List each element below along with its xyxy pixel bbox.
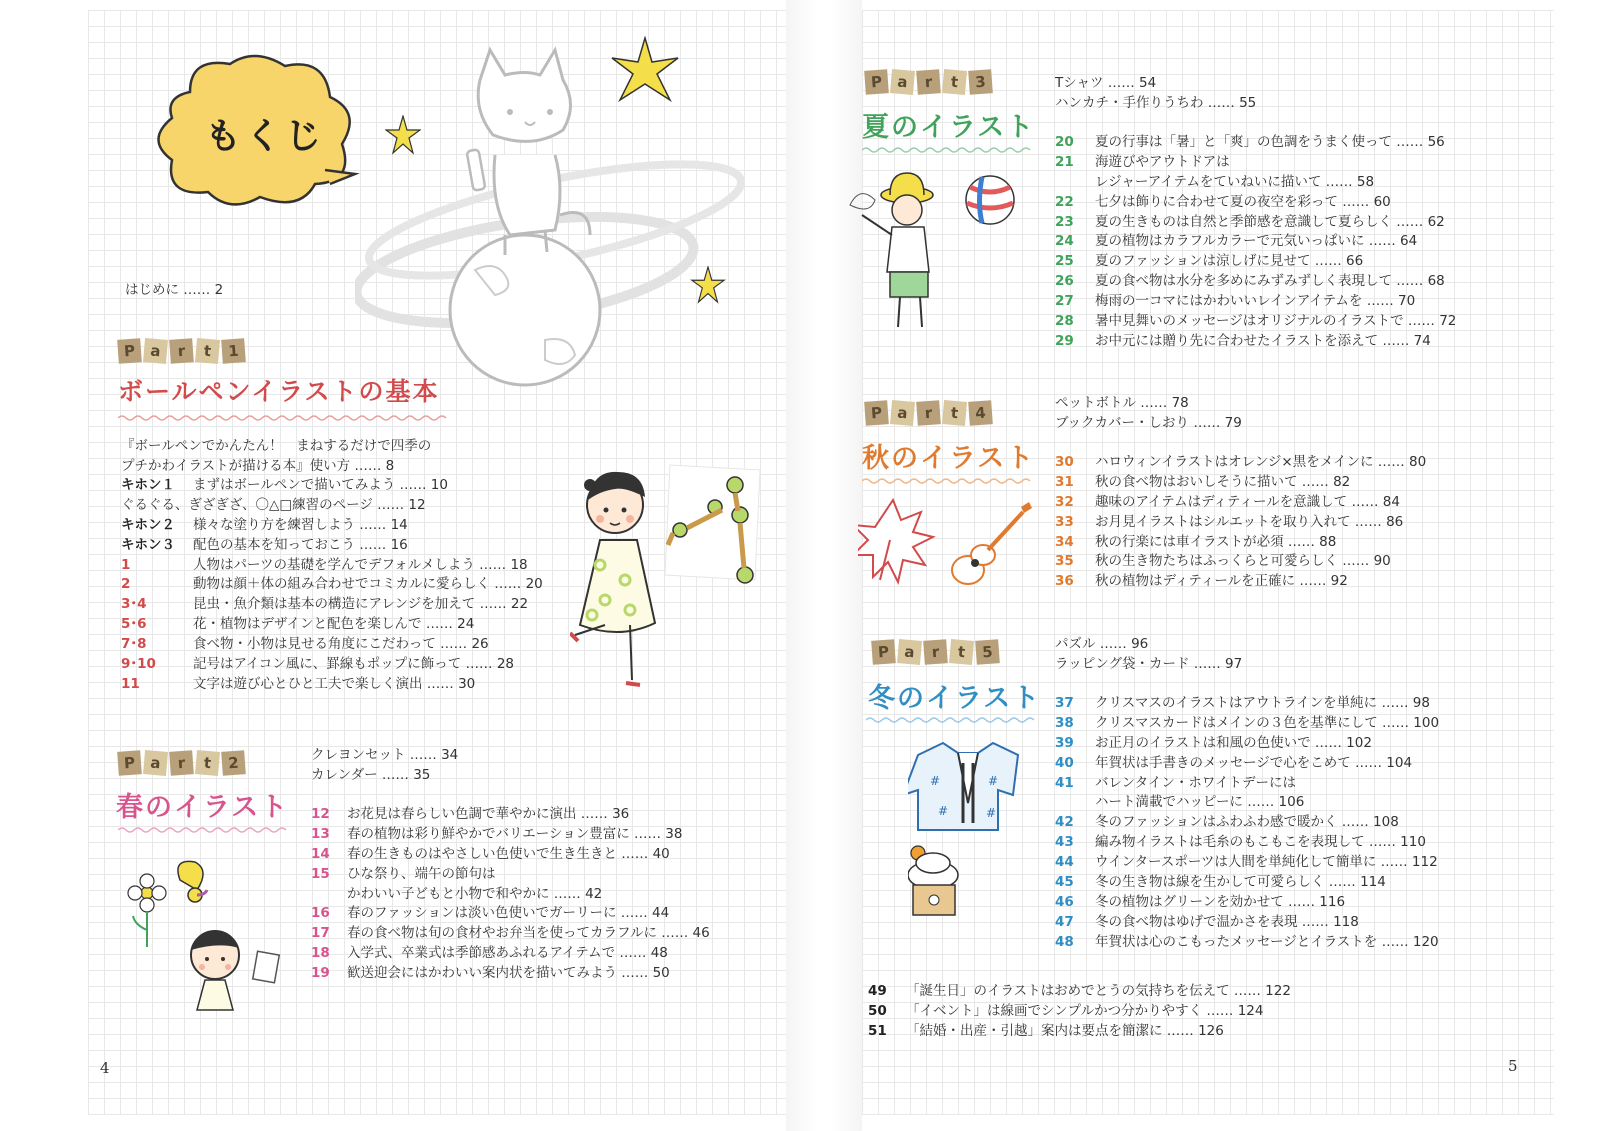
extra-toc [868, 982, 1291, 1042]
item-text: 趣味のアイテムはディティールを意識して …… 84 [1095, 493, 1400, 510]
toc-row [1055, 533, 1426, 553]
badge-letter: P [117, 338, 142, 364]
star-icon [690, 266, 726, 304]
item-text: 春の植物は彩り鮮やかでバリエーション豊富に …… 38 [347, 825, 683, 842]
item-number: 49 [868, 983, 887, 999]
item-text: ハロウィンイラストはオレンジ×黒をメインに …… 80 [1095, 454, 1427, 470]
item-text: 暑中見舞いのメッセージはオリジナルのイラストで …… 72 [1095, 313, 1457, 330]
badge-letter: 3 [968, 69, 993, 95]
item-number: 42 [1055, 814, 1074, 831]
item-number: 30 [1055, 454, 1074, 470]
item-text: 春のファッションは淡い色使いでガーリーに …… 44 [347, 905, 670, 922]
badge-letter: P [864, 69, 889, 95]
item-text: 夏の行事は「暑」と「爽」の色調をうまく使って …… 56 [1095, 134, 1445, 150]
item-text: 動物は顔＋体の組み合わせでコミカルに愛らしく …… 20 [193, 576, 543, 593]
part4-title: 秋のイラスト [862, 443, 1036, 474]
part3-wave-divider [862, 146, 1032, 154]
item-number: 44 [1055, 854, 1074, 871]
star-icon [610, 36, 680, 106]
item-text: 七夕は飾りに合わせて夏の夜空を彩って …… 60 [1095, 193, 1391, 210]
child-illustration [175, 925, 290, 1020]
item-text: 海遊びやアウトドアは [1095, 153, 1230, 170]
item-text: ひな祭り、端午の節句は [347, 865, 496, 882]
item-text: お月見イラストはシルエットを取り入れて …… 86 [1095, 513, 1404, 530]
item-number: 13 [311, 825, 330, 842]
toc-row [1055, 873, 1439, 893]
part4-toc [1055, 453, 1426, 592]
toc-row [1055, 292, 1456, 312]
item-text: まずはボールペンで描いてみよう …… 10 [193, 477, 448, 493]
item-number: 25 [1055, 253, 1074, 270]
toc-row [121, 536, 543, 556]
item-text: 春の生きものはやさしい色使いで生き生きと …… 40 [347, 845, 670, 862]
item-text: クリスマスのイラストはアウトラインを単純に …… 98 [1095, 695, 1430, 711]
item-number: 18 [311, 945, 330, 962]
item-number: 50 [868, 1002, 887, 1019]
toc-row [868, 1022, 1291, 1042]
item-number: 23 [1055, 213, 1074, 230]
toc-row [121, 575, 543, 595]
star-icon [385, 115, 421, 155]
item-number: キホン１ [121, 477, 175, 493]
toc-row [1055, 833, 1439, 853]
toc-row [121, 595, 543, 615]
extra-item: クレヨンセット …… 34 [311, 747, 459, 763]
item-text: 食べ物・小物は見せる角度にこだわって …… 26 [193, 636, 489, 653]
badge-letter: t [942, 69, 967, 95]
toc-row [1055, 774, 1439, 794]
part2-title: 春のイラスト [116, 792, 290, 823]
badge-letter: t [949, 639, 974, 665]
toc-row [121, 675, 543, 695]
page-number-left: 4 [100, 1059, 110, 1077]
item-text: 様々な塗り方を練習しよう …… 14 [193, 516, 408, 533]
badge-letter: t [195, 338, 220, 364]
toc-row [121, 476, 543, 496]
item-number: 15 [311, 865, 330, 882]
item-text: 冬のファッションはふわふわ感で暖かく …… 108 [1095, 814, 1399, 831]
toc-row [1055, 913, 1439, 933]
toc-row [1055, 173, 1456, 193]
item-text: 記号はアイコン風に、罫線もポップに飾って …… 28 [193, 656, 515, 673]
badge-letter: t [195, 750, 220, 776]
extra-item: ラッピング袋・カード …… 97 [1055, 655, 1243, 672]
part1-toc [121, 476, 543, 695]
part1-badge [118, 339, 245, 363]
part2-toc [311, 805, 710, 984]
item-number: 51 [868, 1022, 887, 1039]
badge-letter: P [117, 750, 142, 776]
item-text: 編み物イラストは毛糸のもこもこを表現して …… 110 [1095, 834, 1426, 851]
toc-row [1055, 153, 1456, 173]
part5-extras [1055, 635, 1242, 674]
toc-row [1055, 734, 1439, 754]
item-number: 46 [1055, 893, 1074, 910]
badge-letter: a [143, 750, 168, 776]
toc-row [1055, 552, 1426, 572]
item-number: 27 [1055, 293, 1074, 310]
toc-row [1055, 793, 1439, 813]
item-number: 11 [121, 675, 140, 692]
item-text: 秋の行楽には車イラストが必須 …… 88 [1095, 533, 1337, 550]
badge-letter: 2 [221, 750, 246, 776]
preface-line: 『ボールペンでかんたん！ まねするだけで四季の [121, 438, 432, 454]
item-text: 夏の生きものは自然と季節感を意識して夏らしく …… 62 [1095, 213, 1445, 230]
svg-text:#: # [938, 804, 949, 818]
toc-row [1055, 332, 1456, 352]
part3-extras [1055, 74, 1256, 113]
toc-row [311, 964, 710, 984]
item-number: 41 [1055, 774, 1074, 791]
item-number: 1 [121, 556, 131, 573]
item-number: 43 [1055, 834, 1074, 851]
toc-row [121, 635, 543, 655]
part5-title: 冬のイラスト [868, 683, 1042, 714]
item-text: バレンタイン・ホワイトデーには [1095, 774, 1296, 791]
toc-row [1055, 513, 1426, 533]
item-number: 32 [1055, 493, 1074, 510]
item-number: 21 [1055, 153, 1074, 170]
item-number: 14 [311, 845, 330, 862]
extra-item: ハンカチ・手作りうちわ …… 55 [1055, 94, 1257, 111]
part2-extras [311, 746, 458, 785]
item-number: キホン３ [121, 536, 175, 553]
item-number: キホン２ [121, 516, 175, 533]
item-number: 33 [1055, 513, 1074, 530]
part1-preface [121, 437, 431, 476]
item-text: クリスマスカードはメインの３色を基準にして …… 100 [1095, 714, 1440, 731]
page-number-right: 5 [1508, 1057, 1518, 1075]
item-number: 26 [1055, 273, 1074, 290]
item-text: 夏のファッションは涼しげに見せて …… 66 [1095, 253, 1364, 270]
item-text: 昆虫・魚介類は基本の構造にアレンジを加えて …… 22 [193, 596, 529, 613]
badge-letter: r [169, 338, 194, 364]
badge-letter: r [169, 750, 194, 776]
badge-letter: 5 [975, 639, 1000, 665]
extra-item: Tシャツ …… 54 [1055, 75, 1157, 91]
toc-row [1055, 133, 1456, 153]
item-text: 冬の生き物は線を生かして可愛らしく …… 114 [1095, 874, 1386, 891]
extra-item: パズル …… 96 [1055, 636, 1149, 652]
svg-text:#: # [930, 774, 941, 788]
item-number: 5･6 [121, 616, 147, 633]
item-number: 20 [1055, 134, 1074, 150]
item-text: 冬の植物はグリーンを効かせて …… 116 [1095, 893, 1346, 910]
item-text: 「誕生日」のイラストはおめでとうの気持ちを伝えて …… 122 [906, 983, 1291, 999]
toc-row [1055, 252, 1456, 272]
toc-row [311, 924, 710, 944]
item-text: ぐるぐる、ぎざぎざ、〇△□練習のページ …… 12 [121, 496, 426, 513]
toc-row [1055, 493, 1426, 513]
item-number [1055, 953, 1095, 973]
item-text: 文字は遊び心とひと工夫で楽しく演出 …… 30 [193, 675, 476, 692]
toc-row [1055, 572, 1426, 592]
item-text: 春の食べ物は旬の食材やお弁当を使ってカラフルに …… 46 [347, 925, 710, 942]
badge-letter: r [923, 639, 948, 665]
item-number: 2 [121, 576, 131, 593]
part4-wave-divider [862, 477, 1032, 485]
item-text: 「イベント」は線画でシンプルかつ分かりやすく …… 124 [906, 1002, 1264, 1019]
item-number: 22 [1055, 193, 1074, 210]
part2-wave-divider [118, 826, 288, 834]
part5-wave-divider [866, 716, 1036, 724]
toc-row [1055, 813, 1439, 833]
intro-text: はじめに …… 2 [125, 282, 224, 298]
badge-letter: r [916, 69, 941, 95]
toc-title: もくじ [205, 116, 326, 157]
toc-row [1055, 312, 1456, 332]
item-number: 31 [1055, 473, 1074, 490]
item-text: 梅雨の一コマにはかわいいレインアイテムを …… 70 [1095, 293, 1416, 310]
item-text: 配色の基本を知っておこう …… 16 [193, 536, 408, 553]
item-number: 29 [1055, 332, 1074, 349]
item-text: 夏の食べ物は水分を多めにみずみずしく表現して …… 68 [1095, 273, 1445, 290]
item-number: 39 [1055, 734, 1074, 751]
item-text: ウインタースポーツは人間を単純化して簡単に …… 112 [1095, 854, 1438, 871]
extra-item: ブックカバー・しおり …… 79 [1055, 414, 1242, 431]
part4-badge [865, 401, 992, 425]
badge-letter: a [890, 69, 915, 95]
toc-row [868, 982, 1291, 1002]
item-number: 38 [1055, 714, 1074, 731]
preface-line: プチかわイラストが描ける本』使い方 …… 8 [121, 457, 395, 474]
badge-letter: 4 [968, 400, 993, 426]
part3-toc [1055, 133, 1456, 352]
part1-title: ボールペンイラストの基本 [118, 377, 440, 406]
item-text: 歓送迎会にはかわいい案内状を描いてみよう …… 50 [347, 965, 670, 982]
item-number: 40 [1055, 754, 1074, 771]
item-number: 36 [1055, 573, 1074, 590]
toc-row [311, 904, 710, 924]
toc-row [1055, 953, 1439, 973]
toc-row [311, 885, 710, 905]
toc-row [121, 655, 543, 675]
item-number: 47 [1055, 913, 1074, 930]
item-text: ハート満載でハッピーに …… 106 [1095, 794, 1305, 811]
svg-text:#: # [988, 774, 999, 788]
item-number: 3･4 [121, 596, 147, 613]
toc-row [1055, 694, 1439, 714]
badge-letter: a [143, 338, 168, 364]
toc-row [1055, 193, 1456, 213]
toc-row [121, 556, 543, 576]
item-text: 入学式、卒業式は季節感あふれるアイテムで …… 48 [347, 945, 668, 962]
item-text: 「結婚・出産・引越」案内は要点を簡潔に …… 126 [906, 1022, 1224, 1039]
badge-letter: P [871, 639, 896, 665]
item-text: 年賀状は手書きのメッセージで心をこめて …… 104 [1095, 754, 1413, 771]
toc-row [311, 865, 710, 885]
item-text: お正月のイラストは和風の色使いで …… 102 [1095, 734, 1372, 751]
item-number: 37 [1055, 695, 1074, 711]
badge-letter: t [942, 400, 967, 426]
item-text: お中元には贈り先に合わせたイラストを添えて …… 74 [1095, 332, 1431, 349]
toc-row [1055, 213, 1456, 233]
extra-item: ペットボトル …… 78 [1055, 395, 1189, 411]
toc-row [311, 825, 710, 845]
item-number: 34 [1055, 533, 1074, 550]
item-text: かわいい子どもと小物で和やかに …… 42 [347, 885, 603, 902]
svg-text:#: # [986, 806, 997, 820]
toc-row [121, 615, 543, 635]
item-number: 7･8 [121, 636, 147, 653]
toc-row [1055, 232, 1456, 252]
boy-net-ball-illustration [842, 165, 1027, 335]
item-text: 秋の植物はディティールを正確に …… 92 [1095, 573, 1348, 590]
item-number: 35 [1055, 553, 1074, 570]
toc-row [311, 845, 710, 865]
item-number: 45 [1055, 874, 1074, 891]
item-text: お花見は春らしい色調で華やかに演出 …… 36 [347, 806, 630, 822]
item-number: 16 [311, 905, 330, 922]
part1-wave-divider [118, 414, 448, 422]
item-text: 秋の生き物たちはふっくらと可愛らしく …… 90 [1095, 553, 1391, 570]
badge-letter: r [916, 400, 941, 426]
toc-row [1055, 933, 1439, 953]
toc-row [311, 805, 710, 825]
badge-letter: 1 [221, 338, 246, 364]
jacket-mochi-illustration [908, 735, 1028, 935]
badge-letter: a [897, 639, 922, 665]
girl-illustration [570, 455, 770, 710]
item-text: 人物はパーツの基礎を学んでデフォルメしよう …… 18 [193, 556, 528, 573]
extra-item: カレンダー …… 35 [311, 766, 431, 783]
item-text: 花・植物はデザインと配色を楽しんで …… 24 [193, 616, 475, 633]
part5-badge [872, 640, 999, 664]
toc-row [311, 944, 710, 964]
toc-row [1055, 893, 1439, 913]
item-number: 12 [311, 806, 330, 822]
toc-row [121, 496, 543, 516]
cat-globe-illustration [355, 40, 745, 400]
item-text: 冬の食べ物はゆげで温かさを表現 …… 118 [1095, 913, 1359, 930]
part3-title: 夏のイラスト [862, 112, 1036, 143]
item-text: 年賀状は心のこもったメッセージとイラストを …… 120 [1095, 933, 1439, 950]
part2-badge [118, 751, 245, 775]
item-number: 48 [1055, 933, 1074, 950]
item-number: 19 [311, 965, 330, 982]
toc-row [1055, 453, 1426, 473]
toc-row [1055, 272, 1456, 292]
toc-row [1055, 754, 1439, 774]
item-number: 9･10 [121, 656, 156, 673]
toc-row [121, 516, 543, 536]
badge-letter: a [890, 400, 915, 426]
item-number: 24 [1055, 233, 1074, 250]
badge-letter: P [864, 400, 889, 426]
item-text: 秋の食べ物はおいしそうに描いて …… 82 [1095, 473, 1351, 490]
intro-line [125, 281, 223, 301]
toc-row [1055, 473, 1426, 493]
part4-extras [1055, 394, 1242, 433]
item-number: 17 [311, 925, 330, 942]
item-number: 28 [1055, 313, 1074, 330]
toc-row [868, 1002, 1291, 1022]
part3-badge [865, 70, 992, 94]
toc-row [1055, 853, 1439, 873]
item-text: レジャーアイテムをていねいに描いて …… 58 [1095, 173, 1375, 190]
part5-toc [1055, 694, 1439, 972]
toc-row [1055, 714, 1439, 734]
leaf-guitar-illustration [858, 495, 1038, 605]
item-text: 夏の植物はカラフルカラーで元気いっぱいに …… 64 [1095, 233, 1418, 250]
